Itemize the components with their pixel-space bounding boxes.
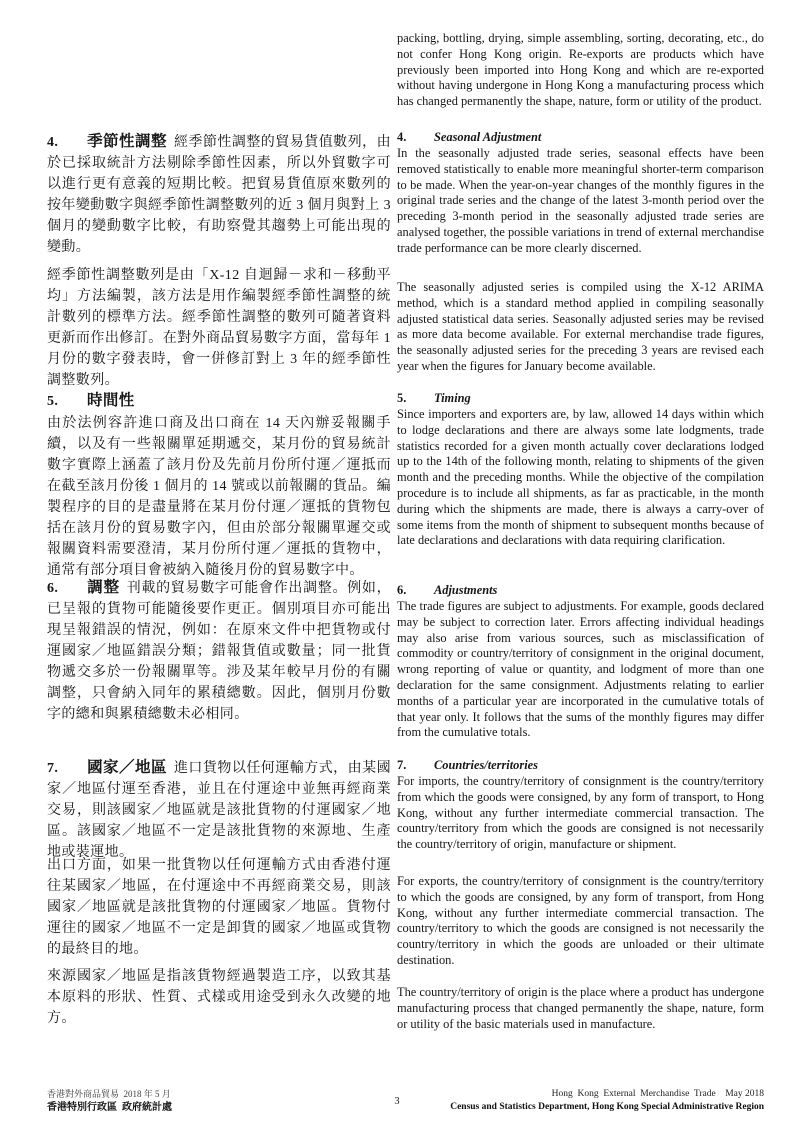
zh-section5-heading: 時間性	[87, 392, 135, 409]
en-section4-body2: The seasonally adjusted series is compiled using the X-12 ARIMA method, which is a standard method applied in compiling seasonally adjusted statistical data series. Seasonally adjusted series may be revised as more data become available. For external merchandise trade figures, the seasonally adjusted series for the preceding 3 years are revised each year when the figures for January become available.	[397, 280, 764, 373]
en-section7-body1: For imports, the country/territory of consignment is the country/territory from which the goods were consigned, by any form of transport, to Hong Kong, without any further intermediate commercial transaction. The country/territory from which the goods are consigned is not necessarily the country/territory of origin, manufacture or shipment.	[397, 774, 764, 852]
en-intro-continuation-paragraph	[397, 31, 764, 110]
zh-section7-paragraph3	[47, 966, 391, 1029]
zh-section7-body2: 出口方面，如果一批貨物以任何運輸方式由香港付運往某國家／地區，在付運途中不再經商業交易，則該國家／地區就是該批貨物的付運國家／地區。貨物付運往的國家／地區不一定是卸貨的國家／地區或貨物的最終目的地。	[47, 858, 391, 957]
footer-left-publication-title: 香港對外商品貿易 2018 年 5 月	[47, 1089, 171, 1099]
en-section5-heading-line	[397, 391, 764, 407]
zh-section7-heading: 國家／地區	[87, 759, 167, 776]
en-section6-heading: Adjustments	[434, 583, 498, 597]
zh-section7-paragraph1	[47, 757, 391, 863]
en-section4-heading: Seasonal Adjustment	[434, 130, 542, 144]
zh-section7-paragraph2	[47, 855, 391, 960]
zh-section7-number: 7.	[47, 761, 59, 776]
zh-section7-body3: 來源國家／地區是指該貨物經過製造工序，以致其基本原料的形狀、性質、式樣或用途受到永久改變的地方。	[47, 969, 391, 1026]
en-section4-paragraph1	[397, 146, 764, 257]
zh-section7-body1: 進口貨物以任何運輸方式，由某國家／地區付運至香港，並且在付運途中並無再經商業交易，則該國家／地區就是該批貨物的付運國家／地區。該國家／地區不一定是該批貨物的來源地、生產地或裝運地。	[47, 761, 391, 860]
en-section7-paragraph2	[397, 874, 764, 969]
en-section7-heading-line	[397, 758, 764, 774]
en-section4-paragraph2	[397, 280, 764, 375]
zh-section4-body2: 經季節性調整數列是由「X-12 自迴歸－求和－移動平均」方法編製，該方法是用作編製經季節性調整的統計數列的標準方法。經季節性調整的數列可隨著資料更新而作出修訂。在對外商品貿易數字方面，當每年 1 月份的數字發表時，會一併修訂對上 3 年的經季節性調整數列。	[47, 268, 391, 388]
zh-section4-paragraph2	[47, 265, 391, 391]
footer-right-department: Census and Statistics Department, Hong Kong Special Administrative Region	[450, 1102, 764, 1112]
en-section7-body3: The country/territory of origin is the place where a product has undergone manufacturing process that changed permanently the shape, nature, form or utility of the basic materials used in manufacture.	[397, 985, 764, 1031]
footer-left-department: 香港特別行政區 政府統計處	[47, 1102, 172, 1113]
en-section7-heading: Countries/territories	[434, 758, 538, 772]
en-intro-continuation-text: packing, bottling, drying, simple assembling, sorting, decorating, etc., do not confer Hong Kong origin. Re-exports are products which have previously been imported into Hong Kong and which are re-exported without having undergone in Hong Kong a manufacturing process which has changed permanently the shape, nature, form or utility of the product.	[397, 31, 764, 109]
en-section5-number: 5.	[397, 391, 407, 405]
footer-right	[344, 1088, 764, 1114]
zh-section4-heading: 季節性調整	[87, 133, 167, 150]
en-section7-number: 7.	[397, 758, 407, 772]
en-section5-paragraph1	[397, 407, 764, 549]
en-section4-heading-line	[397, 130, 764, 146]
en-section6-body1: The trade figures are subject to adjustments. For example, goods declared may be subject to correction later. Errors affecting individual headings may also arise from various sources, such as misclassification of commodity or country/territory of consignment in the original document, wrong reporting of value or quantity, and lodgment of more than one declaration for the same consignment. Adjustments relating to earlier months of a particular year are incorporated in the cumulative totals of that year only. It follows that the sums of the monthly figures may differ from the cumulative totals.	[397, 599, 764, 740]
zh-section4-paragraph1	[47, 131, 391, 258]
en-section6-number: 6.	[397, 583, 407, 597]
page-number: 3	[394, 1096, 400, 1107]
en-section7-paragraph3	[397, 985, 764, 1032]
zh-section6-number: 6.	[47, 581, 59, 596]
zh-section5-number: 5.	[47, 394, 59, 409]
zh-section6-heading: 調整	[87, 579, 120, 596]
footer-right-publication-title: Hong Kong External Merchandise Trade May 2018	[551, 1089, 764, 1099]
en-section6-heading-line	[397, 583, 764, 599]
en-section4-body1: In the seasonally adjusted trade series, seasonal effects have been removed statistically to enable more meaningful shorter-term comparison to be made. When the year-on-year changes of the monthly figures in the original trade series and the change of the latest 3-month period over the preceding 3-month period in the seasonally adjusted trade series are analysed together, the possible variations in trend of external merchandise trade performance can be more clearly discerned.	[397, 146, 764, 255]
en-section5-body1: Since importers and exporters are, by law, allowed 14 days within which to lodge declarations and there are always some late lodgments, trade statistics recorded for a given month actually cover declarations lodged up to the 14th of the following month, relating to shipments of the given month and the preceding months. While the objective of the compilation procedure is to include all shipments, as far as practicable, in the month during which the shipments are made, there is always a carry-over of some items from the month of shipment to subsequent months because of late declarations and declarations with data requiring clarification.	[397, 407, 764, 548]
zh-section4-body1: 經季節性調整的貿易貨值數列，由於已採取統計方法剔除季節性因素，所以外貿數字可以進行更有意義的短期比較。把貿易貨值原來數列的按年變動數字與經季節性調整數列的近 3 個月與對上 3 個月的變動數字比較，有助察覺其趨勢上可能出現的變動。	[47, 135, 391, 255]
zh-section6-body1: 刊載的貿易數字可能會作出調整。例如，已呈報的貨物可能隨後要作更正。個別項目亦可能出現呈報錯誤的情況，例如：在原來文件中把貨物或付運國家／地區錯誤分類；錯報貨值或數量；同一批貨物遞交多於一份報關單等。涉及某年較早月份的有關調整，只會納入同年的累積總數。因此，個別月份數字的總和與累積總數未必相同。	[47, 581, 391, 722]
zh-section5-body1: 由於法例容許進口商及出口商在 14 天內辦妥報關手續，以及有一些報關單延期遞交，某月份的貿易統計數字實際上涵蓋了該月份及先前月份所付運／運抵而在截至該月份後 1 個月的 14 號或以前報關的貨品。編製程序的目的是盡量將在某月份付運／運抵的貨物包括在該月份的貿易數字內，但由於部分報關單遲交或報關資料需要澄清，某月份所付運／運抵的貨物中，通常有部分項目會被納入隨後月份的貿易數字中。	[47, 416, 391, 578]
en-section5-heading: Timing	[434, 391, 471, 405]
zh-section5-paragraph1	[47, 413, 391, 581]
en-section7-body2: For exports, the country/territory of consignment is the country/territory to which the goods are consigned, by any form of transport, from Hong Kong, without any further intermediate commercial transaction. The country/territory to which the goods are consigned is not necessarily the country/territory in which the goods are unloaded or their ultimate destination.	[397, 874, 764, 967]
zh-section6-paragraph1	[47, 577, 391, 725]
zh-section4-number: 4.	[47, 135, 59, 150]
zh-section5-heading-line	[47, 390, 391, 412]
en-section4-number: 4.	[397, 130, 407, 144]
en-section7-paragraph1	[397, 774, 764, 853]
en-section6-paragraph1	[397, 599, 764, 741]
